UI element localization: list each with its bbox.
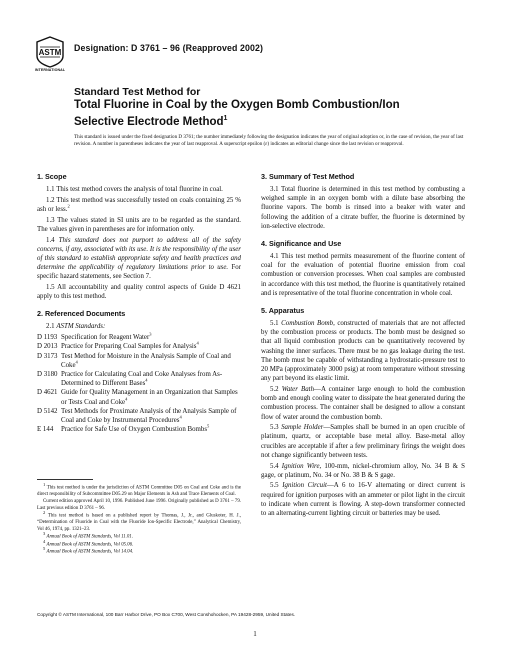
reference-code: D 4621 bbox=[37, 389, 58, 397]
reference-footnote-mark: 5 bbox=[207, 423, 210, 429]
section-1-heading: 1. Scope bbox=[37, 172, 67, 181]
reference-title: Practice for Calculating Coal and Coke Analyses from As-Determined to Different Bases bbox=[61, 370, 223, 388]
para-5-4: 5.4 Ignition Wire, 100-mm, nickel-chromium alloy, No. 34 B & S gage, or platinum, No. 34 or No. 38 B & S gage. bbox=[261, 462, 465, 479]
para-5-5: 5.5 Ignition Circuit—A 6 to 16-V alternating or direct current is required for ignition purposes with an ammeter or pilot light in the circuit to indicate when current is flowing. A step-down transformer connected to an alternating-current lighting circuit or batteries may be used. bbox=[261, 482, 465, 518]
logo-caption: INTERNATIONAL bbox=[34, 68, 66, 72]
footnote-1: 1 This test method is under the jurisdiction of ASTM Committee D05 on Coal and Coke and is the direct responsibility of Subcommittee D05.29 on Major Elements in Ash and Trace Elements of Coal. bbox=[37, 482, 241, 498]
reference-title: Test Methods for Proximate Analysis of the Analysis Sample of Coal and Coke by Instrumental Procedures bbox=[61, 407, 237, 424]
reference-item bbox=[37, 425, 241, 434]
para-4-1: 4.1 This test method permits measurement of the fluorine content of coal for the evaluation of potential fluorine emission from coal combustion or conversion processes. When coal samples are combusted in accordance with this test method, the fluorine is quantitatively retained and is representative of the total fluorine concentration in whole coal. bbox=[261, 253, 465, 297]
document-title bbox=[74, 86, 474, 129]
para-2-1 bbox=[37, 322, 241, 331]
para-1-3: 1.3 The values stated in SI units are to be regarded as the standard. The values given in parentheses are for information only. bbox=[37, 216, 241, 233]
para-1-5: 1.5 All accountability and quality control aspects of Guide D 4621 apply to this test method. bbox=[37, 284, 241, 301]
para-1-4 bbox=[37, 236, 241, 282]
reference-title: Practice for Preparing Coal Samples for Analysis bbox=[61, 343, 197, 351]
page-number: 1 bbox=[253, 630, 257, 638]
reference-footnote-mark: 3 bbox=[149, 331, 152, 337]
designation: Designation: D 3761 – 96 (Reapproved 2002) bbox=[74, 43, 264, 53]
para-5-1: 5.1 Combustion Bomb, constructed of materials that are not affected by the combustion process or products. The bomb must be designed so that all liquid combustion products can be quantitatively recovered by washing the inner surfaces. There must be no gas leakage during the test. The bomb must be capable of withstanding a hydrostatic-pressure test to 20 MPa (approximately 3000 psig) at room temperature without stressing any part beyond its elastic limit. bbox=[261, 320, 466, 383]
astm-standards-label: ASTM Standards: bbox=[56, 323, 106, 331]
reference-code: D 2013 bbox=[37, 343, 58, 351]
reference-code: D 3180 bbox=[37, 370, 58, 378]
section-2-heading: 2. Referenced Documents bbox=[37, 309, 126, 319]
para-2-1-num: 2.1 bbox=[46, 323, 57, 331]
reference-title: Test Method for Moisture in the Analysis Sample of Coal and Coke bbox=[61, 352, 231, 369]
footnote-ref-2: 2 bbox=[67, 203, 70, 209]
reference-item bbox=[37, 333, 241, 342]
safety-caveat: This standard does not purport to address all of the safety concerns, if any, associated with its use. It is the responsibility of the user of this standard to establish appropriate safety and health practices and determine the applicability of regulatory limitations prior to use. bbox=[37, 236, 241, 272]
reference-list bbox=[37, 333, 241, 434]
reference-code: D 1193 bbox=[37, 334, 58, 342]
reference-title: Specification for Reagent Water bbox=[61, 334, 150, 342]
reference-item bbox=[37, 407, 241, 425]
astm-logo bbox=[36, 36, 64, 68]
reference-item bbox=[37, 388, 241, 406]
footnote-3: 3 Annual Book of ASTM Standards, Vol 11.01. bbox=[43, 530, 133, 540]
para-1-1: 1.1 This test method covers the analysis of total fluorine in coal. bbox=[46, 186, 223, 193]
footnote-5: 5 Annual Book of ASTM Standards, Vol 14.04. bbox=[43, 546, 134, 555]
section-5-heading: 5. Apparatus bbox=[261, 306, 305, 316]
reference-code: D 5142 bbox=[37, 407, 58, 415]
title-line-3 bbox=[74, 112, 474, 129]
reference-footnote-mark: 4 bbox=[75, 359, 78, 365]
footnote-1-edition: Current edition approved April 10, 1996. Published June 1996. Originally published as D 3761 – 79. Last previous edition D 3761 – 96. bbox=[37, 499, 241, 511]
reference-footnote-mark: 4 bbox=[125, 396, 128, 402]
para-5-3: 5.3 Sample Holder—Samples shall be burned in an open crucible of platinum, quartz, or acceptable base metal alloy. Base-metal alloy crucibles are acceptable if after a few preliminary firings the weight does not change significantly between tests. bbox=[261, 424, 465, 459]
para-1-2-text: 1.2 This test method was successfully tested on coals containing 25 % ash or less. bbox=[37, 196, 241, 213]
reference-code: D 3173 bbox=[37, 352, 58, 360]
svg-text:ASTM: ASTM bbox=[38, 48, 62, 57]
reference-item bbox=[37, 352, 241, 370]
footnote-4: 4 Annual Book of ASTM Standards, Vol 05.06. bbox=[43, 538, 134, 548]
para-1-2 bbox=[37, 196, 241, 214]
title-footnote-mark: 1 bbox=[223, 115, 228, 122]
reference-item bbox=[37, 342, 241, 351]
left-column bbox=[37, 172, 241, 434]
section-4-heading: 4. Significance and Use bbox=[261, 239, 342, 249]
reference-code: E 144 bbox=[37, 426, 54, 434]
reference-item bbox=[37, 370, 241, 388]
para-1-4-tail: For specific hazard statements, see Section 7. bbox=[37, 264, 241, 281]
footnote-rule bbox=[37, 479, 93, 480]
reference-footnote-mark: 4 bbox=[145, 377, 148, 383]
title-line-3-text: Selective Electrode Method bbox=[74, 115, 224, 128]
reference-footnote-mark: 4 bbox=[179, 414, 182, 420]
footnote-2: 2 This test method is based on a published report by Thomas, J., Jr., and Gluskoter, H. J., “Determination of Fluoride in Coal with the Fluoride Ion-Specific Electrode,” Analytical Chemistry, Vol 46, 1974, pp. 1321–23. bbox=[37, 510, 242, 532]
right-column bbox=[261, 172, 465, 520]
issuance-note: This standard is issued under the fixed designation D 3761; the number immediately following the designation indicates the year of original adoption or, in the case of revision, the year of last revision. A number in parentheses indicates the year of last reapproval. A superscript epsilon (ε) indicates an editorial change since the last revision or reapproval. bbox=[74, 134, 464, 147]
footnotes bbox=[37, 482, 242, 557]
reference-footnote-mark: 4 bbox=[196, 341, 199, 347]
reference-title: Practice for Safe Use of Oxygen Combustion Bombs bbox=[61, 426, 208, 434]
para-1-4-num: 1.4 bbox=[46, 236, 59, 244]
title-line-1: Standard Test Method for bbox=[74, 86, 201, 98]
para-3-1: 3.1 Total fluorine is determined in this test method by combusting a weighed sample in an oxygen bomb with a dilute base absorbing the fluorine vapors. The bomb is rinsed into a beaker with water and following the addition of a citrate buffer, the fluorine is determined by ion-selective electrode. bbox=[261, 186, 465, 230]
copyright-line: Copyright © ASTM International, 100 Barr Harbor Drive, PO Box C700, West Conshohocken, PA 19428-2959, United States. bbox=[37, 612, 296, 617]
para-5-2: 5.2 Water Bath—A container large enough to hold the combustion bomb and enough cooling water to dissipate the heat generated during the combustion process. The container shall be designed to allow a constant flow of water around the combustion bomb. bbox=[261, 385, 465, 421]
reference-title: Guide for Quality Management in an Organization that Samples or Tests Coal and Coke bbox=[61, 389, 238, 406]
section-3-heading: 3. Summary of Test Method bbox=[261, 172, 355, 181]
title-line-2: Total Fluorine in Coal by the Oxygen Bomb Combustion/Ion bbox=[74, 99, 400, 111]
